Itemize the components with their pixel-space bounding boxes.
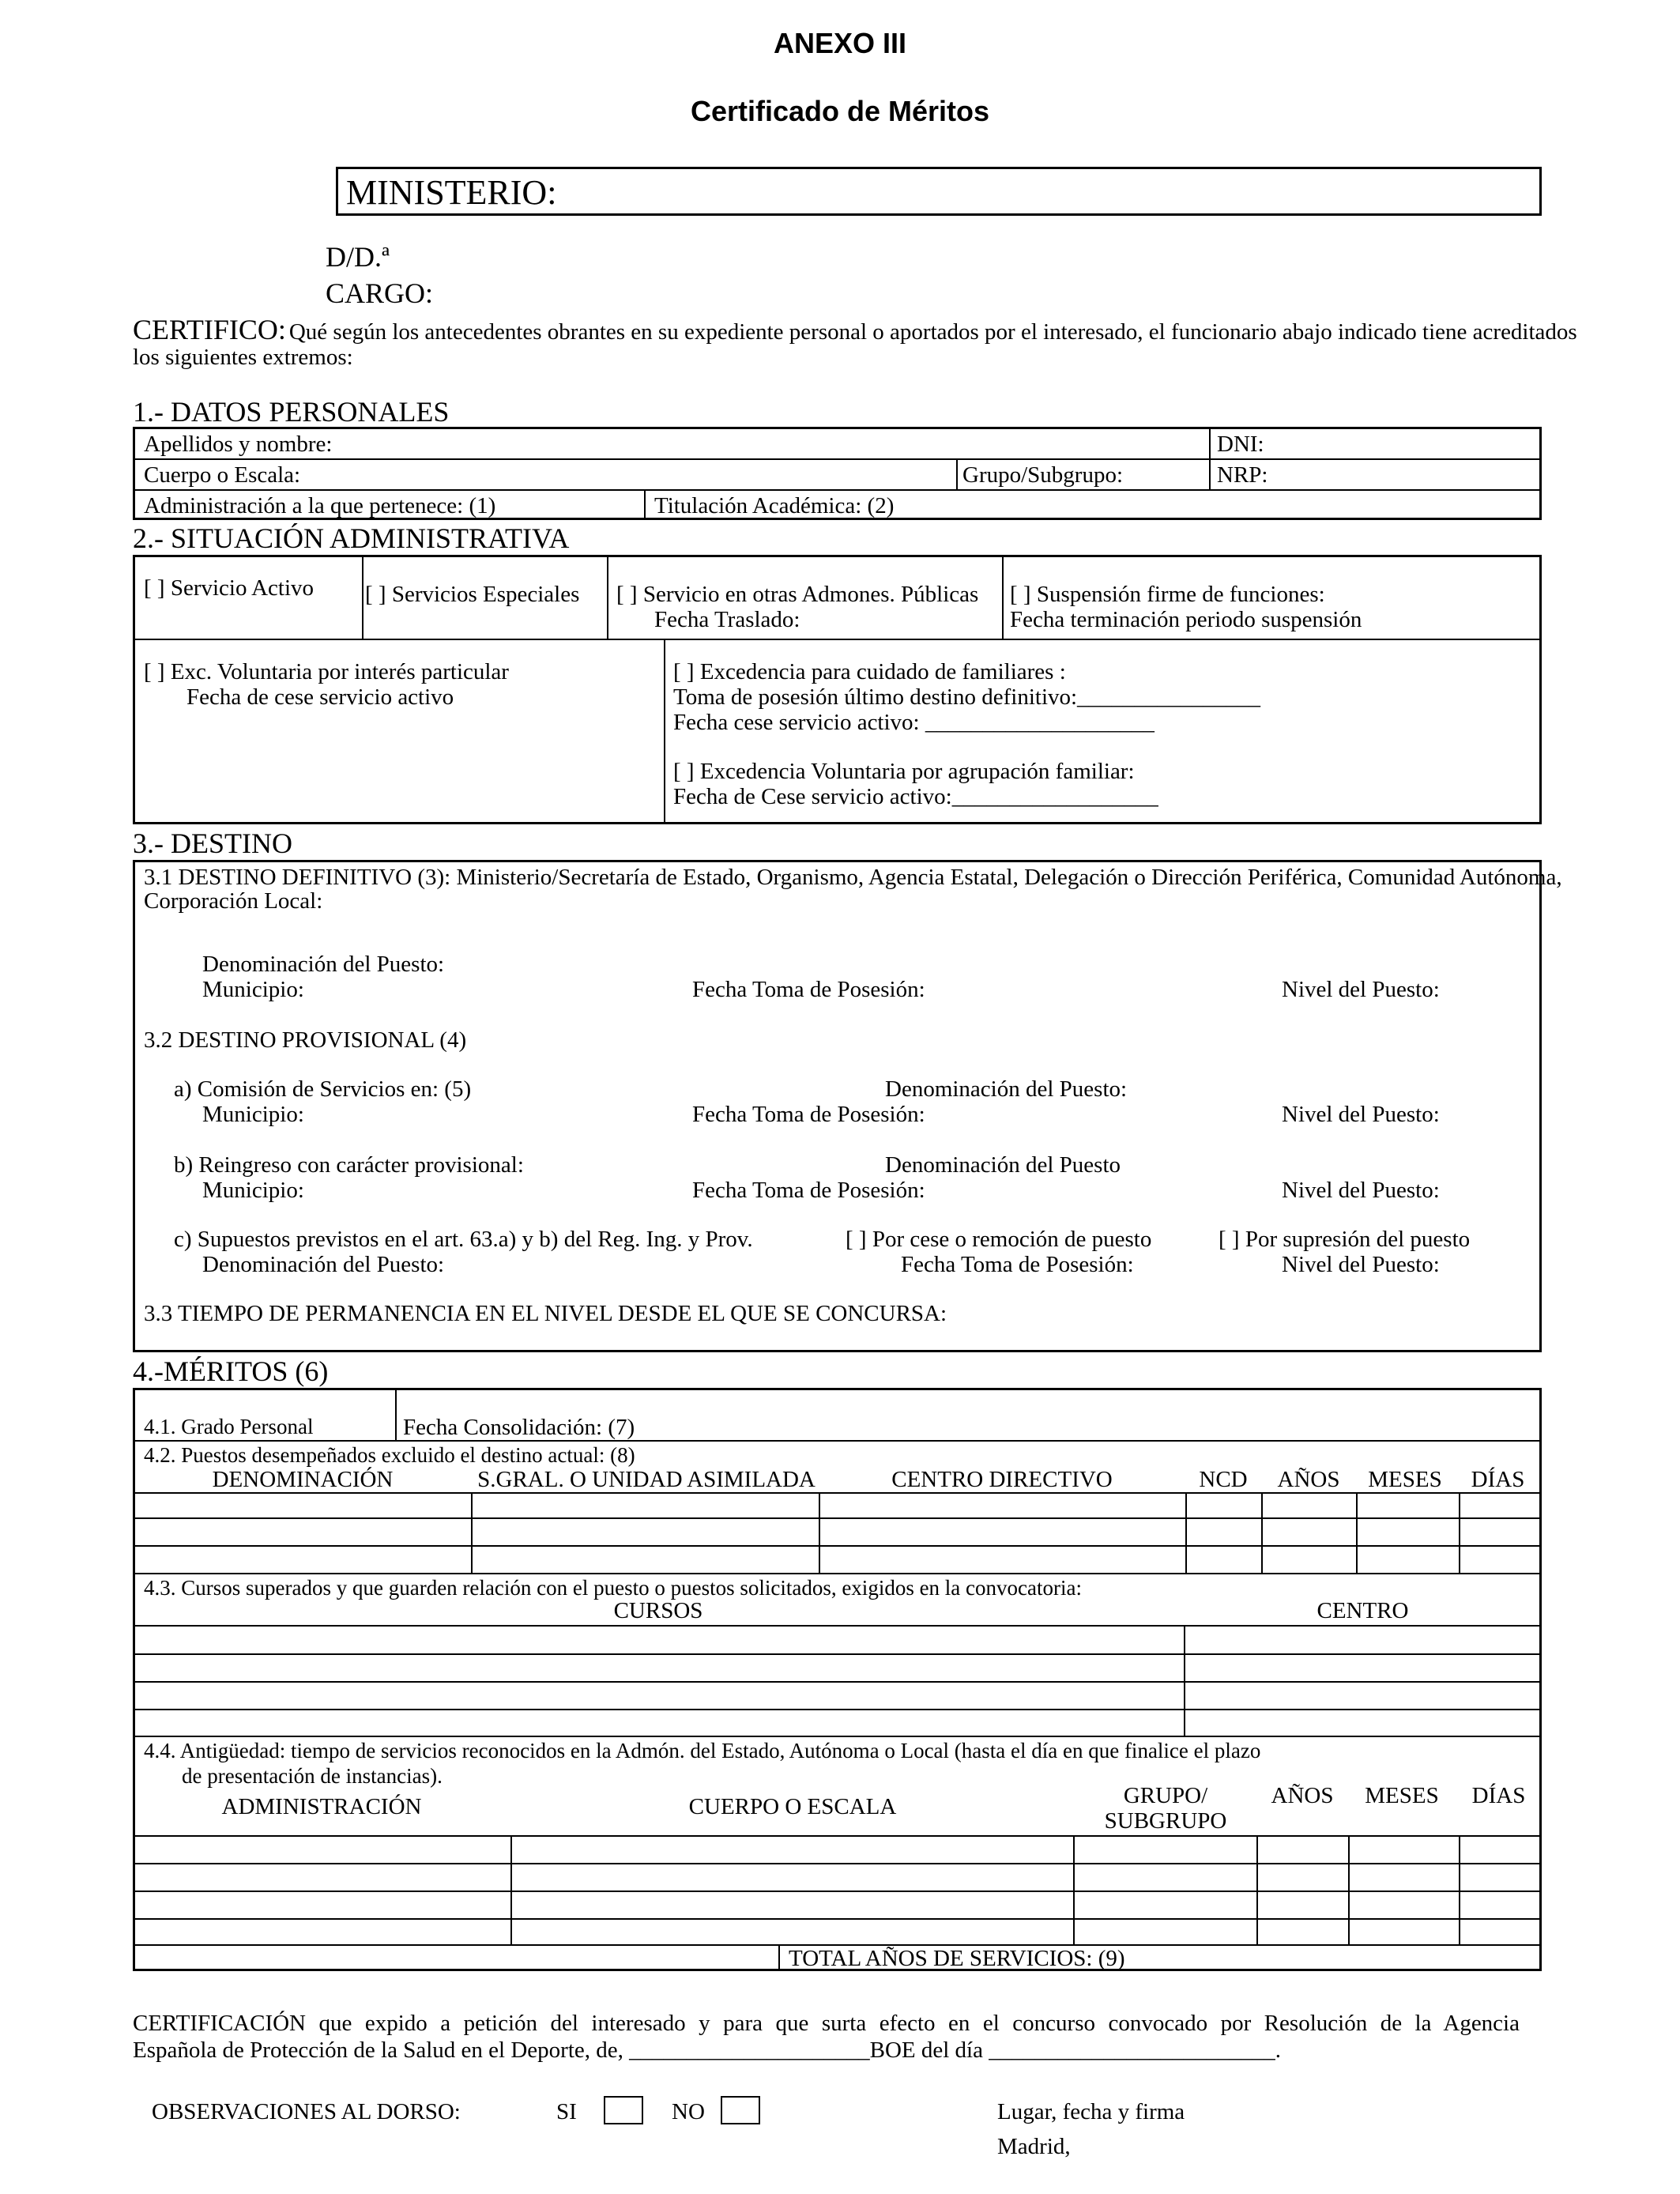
grupo-field[interactable]: Grupo/Subgrupo: [962, 462, 1123, 488]
agrupacion-familiar-option[interactable]: [ ] Excedencia Voluntaria por agrupación familiar: [673, 759, 1135, 784]
header-anos: AÑOS [1277, 1467, 1340, 1492]
annex-title: ANEXO III [773, 27, 907, 59]
antiguedad-label-2: de presentación de instancias). [182, 1764, 443, 1788]
reingreso-field[interactable]: b) Reingreso con carácter provisional: [174, 1152, 524, 1178]
municipio-field[interactable]: Municipio: [202, 977, 304, 1002]
section-3-title: 3.- DESTINO [133, 827, 292, 859]
comision-nivel-field[interactable]: Nivel del Puesto: [1282, 1102, 1440, 1127]
section-1-title: 1.- DATOS PERSONALES [133, 396, 450, 428]
toma-posesion-field[interactable]: Toma de posesión último destino definitivo:________________ [673, 684, 1261, 710]
supuestos-label: c) Supuestos previstos en el art. 63.a) y b) del Reg. Ing. y Prov. [174, 1227, 753, 1252]
certifico-text-2: los siguientes extremos: [133, 345, 353, 370]
si-checkbox[interactable] [604, 2096, 643, 2124]
cese-remocion-option[interactable]: [ ] Por cese o remoción de puesto [846, 1227, 1152, 1252]
destino-provisional-label: 3.2 DESTINO PROVISIONAL (4) [144, 1027, 467, 1053]
header-centro-directivo: CENTRO DIRECTIVO [891, 1467, 1113, 1492]
document-title: Certificado de Méritos [690, 95, 990, 127]
lugar-fecha-firma-label: Lugar, fecha y firma [997, 2099, 1185, 2124]
si-label: SI [556, 2099, 577, 2124]
fecha-cese-field[interactable]: Fecha cese servicio activo: ____________________ [673, 710, 1155, 735]
cuerpo-field[interactable]: Cuerpo o Escala: [144, 462, 301, 488]
reingreso-nivel-field[interactable]: Nivel del Puesto: [1282, 1178, 1440, 1203]
dd-label: D/D.ª [326, 241, 390, 273]
header-administracion: ADMINISTRACIÓN [221, 1794, 422, 1819]
suspension-option[interactable]: [ ] Suspensión firme de funciones: [1010, 582, 1325, 607]
madrid-label: Madrid, [997, 2134, 1071, 2159]
supuestos-nivel-field[interactable]: Nivel del Puesto: [1282, 1252, 1440, 1277]
cursos-label: 4.3. Cursos superados y que guarden relación con el puesto o puestos solicitados, exigidos en la convocatoria: [144, 1576, 1082, 1600]
agrupacion-fecha-field[interactable]: Fecha de Cese servicio activo:__________________ [673, 784, 1158, 809]
header-antig-anos: AÑOS [1271, 1783, 1334, 1808]
nivel-puesto-field[interactable]: Nivel del Puesto: [1282, 977, 1440, 1002]
observaciones-label: OBSERVACIONES AL DORSO: [152, 2099, 461, 2124]
destino-definitivo-line-1: 3.1 DESTINO DEFINITIVO (3): Ministerio/Secretaría de Estado, Organismo, Agencia Estatal, Delegación o Dirección Periférica, Comunidad Autónoma, [144, 865, 1562, 890]
fecha-traslado-label: Fecha Traslado: [654, 607, 800, 632]
supresion-puesto-option[interactable]: [ ] Por supresión del puesto [1219, 1227, 1471, 1252]
header-grupo: GRUPO/ [1123, 1783, 1208, 1808]
antiguedad-label-1: 4.4. Antigüedad: tiempo de servicios reconocidos en la Admón. del Estado, Autónoma o Local (hasta el día en que finalice el plazo [144, 1739, 1261, 1762]
comision-servicios-field[interactable]: a) Comisión de Servicios en: (5) [174, 1076, 472, 1102]
servicios-especiales-option[interactable]: [ ] Servicios Especiales [365, 582, 580, 607]
header-sgral: S.GRAL. O UNIDAD ASIMILADA [477, 1467, 816, 1492]
fecha-toma-field[interactable]: Fecha Toma de Posesión: [692, 977, 925, 1002]
grado-personal-field[interactable]: 4.1. Grado Personal [144, 1415, 314, 1438]
no-checkbox[interactable] [721, 2096, 760, 2124]
header-subgrupo: SUBGRUPO [1104, 1808, 1227, 1834]
header-centro: CENTRO [1317, 1598, 1409, 1623]
reingreso-denominacion-field[interactable]: Denominación del Puesto [885, 1152, 1121, 1178]
header-cursos: CURSOS [613, 1598, 703, 1623]
certifico-label: CERTIFICO: [133, 314, 286, 345]
comision-municipio-field[interactable]: Municipio: [202, 1102, 304, 1127]
tiempo-permanencia-field[interactable]: 3.3 TIEMPO DE PERMANENCIA EN EL NIVEL DESDE EL QUE SE CONCURSA: [144, 1301, 947, 1326]
suspension-fecha-label: Fecha terminación periodo suspensión [1010, 607, 1362, 632]
administracion-field[interactable]: Administración a la que pertenece: (1) [144, 493, 496, 518]
nrp-field[interactable]: NRP: [1217, 462, 1268, 488]
section-2-title: 2.- SITUACIÓN ADMINISTRATIVA [133, 522, 570, 554]
titulacion-field[interactable]: Titulación Académica: (2) [654, 493, 895, 518]
servicio-activo-option[interactable]: [ ] Servicio Activo [144, 575, 315, 601]
section-4-title: 4.-MÉRITOS (6) [133, 1355, 329, 1387]
comision-denominacion-field[interactable]: Denominación del Puesto: [885, 1076, 1128, 1102]
cuidado-familiares-option[interactable]: [ ] Excedencia para cuidado de familiares : [673, 659, 1066, 684]
reingreso-municipio-field[interactable]: Municipio: [202, 1178, 304, 1203]
otras-admones-option[interactable]: [ ] Servicio en otras Admones. Públicas [616, 582, 979, 607]
exc-voluntaria-option[interactable]: [ ] Exc. Voluntaria por interés particular [144, 659, 509, 684]
ministerio-box[interactable] [336, 167, 1542, 216]
header-meses: MESES [1368, 1467, 1442, 1492]
header-denominacion: DENOMINACIÓN [212, 1467, 394, 1492]
certificacion-line-1: CERTIFICACIÓN que expido a petición del interesado y para que surta efecto en el concurso convocado por Resolución de la Agencia [133, 2011, 1520, 2036]
denominacion-puesto-field[interactable]: Denominación del Puesto: [202, 952, 445, 977]
no-label: NO [672, 2099, 705, 2124]
header-dias: DÍAS [1471, 1467, 1525, 1492]
destino-definitivo-line-2: Corporación Local: [144, 888, 323, 914]
header-ncd: NCD [1199, 1467, 1248, 1492]
header-antig-meses: MESES [1365, 1783, 1439, 1808]
apellidos-field[interactable]: Apellidos y nombre: [144, 432, 333, 457]
dni-field[interactable]: DNI: [1217, 432, 1264, 457]
supuestos-denominacion-field[interactable]: Denominación del Puesto: [202, 1252, 445, 1277]
supuestos-fecha-field[interactable]: Fecha Toma de Posesión: [901, 1252, 1134, 1277]
certifico-statement [133, 313, 1577, 346]
header-antig-dias: DÍAS [1471, 1783, 1526, 1808]
ministerio-label: MINISTERIO: [346, 173, 557, 212]
certifico-text: Qué según los antecedentes obrantes en su expediente personal o aportados por el interesado, el funcionario abajo indicado tiene acreditados [288, 319, 1577, 345]
total-anos-servicios-field[interactable]: TOTAL AÑOS DE SERVICIOS: (9) [789, 1946, 1125, 1971]
certificacion-line-2: Española de Protección de la Salud en el Deporte, de, _____________________BOE del día _________________________. [133, 2038, 1281, 2063]
comision-fecha-field[interactable]: Fecha Toma de Posesión: [692, 1102, 925, 1127]
puestos-desempenados-label: 4.2. Puestos desempeñados excluido el destino actual: (8) [144, 1443, 635, 1467]
fecha-consolidacion-field[interactable]: Fecha Consolidación: (7) [403, 1415, 635, 1440]
header-cuerpo-escala: CUERPO O ESCALA [688, 1794, 897, 1819]
exc-voluntaria-fecha-label: Fecha de cese servicio activo [186, 684, 454, 710]
reingreso-fecha-field[interactable]: Fecha Toma de Posesión: [692, 1178, 925, 1203]
cargo-label: CARGO: [326, 277, 434, 309]
